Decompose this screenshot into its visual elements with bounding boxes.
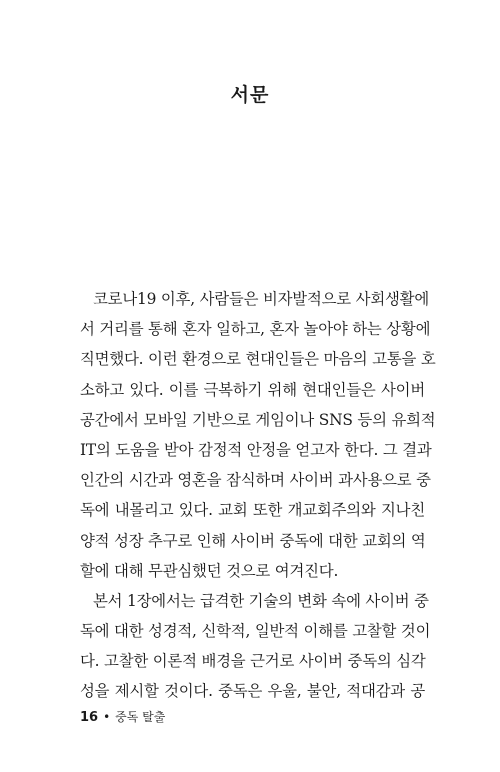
body-line: 독에 대한 성경적, 신학적, 일반적 이해를 고찰할 것이 [80, 622, 431, 641]
footer-bullet: • [103, 710, 111, 724]
body-line: 다. 고찰한 이론적 배경을 근거로 사이버 중독의 심각 [80, 652, 426, 671]
page-number: 16 [80, 710, 99, 725]
page-footer [80, 708, 165, 725]
body-line: 공간에서 모바일 기반으로 게임이나 SNS 등의 유희적 [80, 410, 436, 429]
body-line: 본서 1장에서는 급격한 기술의 변화 속에 사이버 중 [93, 591, 429, 610]
running-title: 중독 탈출 [115, 710, 166, 724]
body-text [80, 284, 436, 707]
body-line: 할에 대해 무관심했던 것으로 여겨진다. [80, 561, 339, 580]
body-line: 인간의 시간과 영혼을 잠식하며 사이버 과사용으로 중 [80, 471, 431, 490]
page-title: 서문 [230, 84, 270, 106]
body-line: 양적 성장 추구로 인해 사이버 중독에 대한 교회의 역 [80, 531, 426, 550]
body-line: 코로나19 이후, 사람들은 비자발적으로 사회생활에 [93, 290, 429, 308]
body-line: 서 거리를 통해 혼자 일하고, 혼자 놀아야 하는 상황에 [80, 320, 431, 339]
body-line: 독에 내몰리고 있다. 교회 또한 개교회주의와 지나친 [80, 501, 425, 520]
body-line: 직면했다. 이런 환경으로 현대인들은 마음의 고통을 호 [80, 350, 436, 369]
body-line: 성을 제시할 것이다. 중독은 우울, 불안, 적대감과 공 [80, 682, 425, 701]
body-line: 소하고 있다. 이를 극복하기 위해 현대인들은 사이버 [80, 380, 425, 399]
body-line: IT의 도움을 받아 감정적 안정을 얻고자 한다. 그 결과 [80, 440, 432, 459]
